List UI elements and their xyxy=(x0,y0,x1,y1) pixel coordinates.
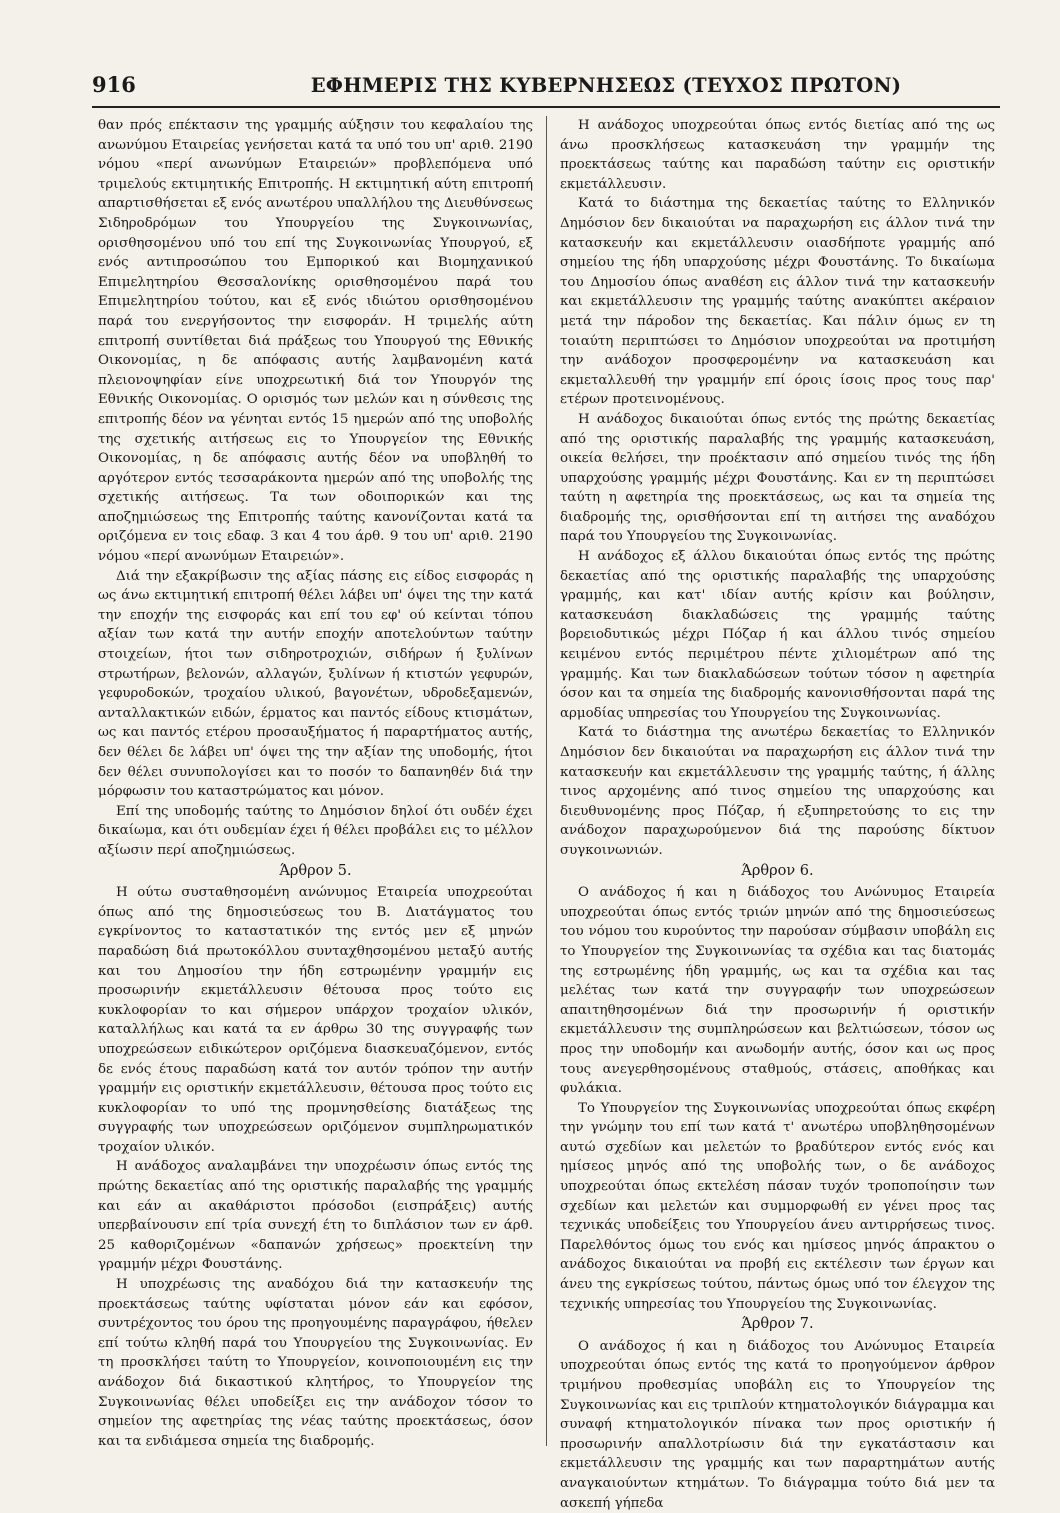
paragraph: Η ανάδοχος εξ άλλου δικαιούται όπως εντός της πρώτης δεκαετίας από της οριστικής παραλαβής της υπαρχούσης γραμμής, και κατ' ιδίαν αυτής κρίσιν και βούλησιν, κατασκευάση διακλαδώσεις της γραμμής ταύτης βορειοδυτικώς μέχρι Πόζαρ ή και άλλου τινός σημείου κειμένου εντός περιμέτρου πέντε χιλιομέτρων από της γραμμής. Και των διακλαδώσεων τούτων τόσον η αφετηρία όσον και τα σημεία της διαδρομής κανονισθήσονται παρά της αρμοδίας υπηρεσίας του Υπουργείου της Συγκοινωνίας. xyxy=(560,549,995,721)
page-number: 916 xyxy=(92,72,136,97)
paragraph: Ο ανάδοχος ή και η διάδοχος του Ανώνυμος Εταιρεία υποχρεούται όπως εντός τριών μηνών από της δημοσιεύσεως του νόμου του κυρούντος την παρούσαν σύμβασιν υποβάλη εις το Υπουργείον της Συγκοινωνίας τα σχέδια και τας διατομάς της εστρωμένης ήδη γραμμής, ως και τα σχέδια και τας μελέτας των κατά την συγγραφήν των υποχρεώσεων απαιτηθησομένων διά την προσωρινήν ή οριστικήν εκμετάλλευσιν της συμπληρώσεων και βελτιώσεων, τόσον ως προς την υποδομήν και ανωδομήν αυτής, όσον και ως προς τους ανεγερθησομένους σταθμούς, στάσεις, αποθήκας και φυλάκια. xyxy=(560,885,995,1097)
right-column xyxy=(560,116,995,1511)
paragraph: Η ανάδοχος δικαιούται όπως εντός της πρώτης δεκαετίας από της οριστικής παραλαβής της γραμμής κατασκευάση, οικεία θελήσει, την προέκτασιν από σημείου τινός της ήδη υπαρχούσης γραμμής μέχρι Φουστάνης. Και εν τη περιπτώσει ταύτη η αφετηρία της προεκτάσεως, ως και τα σημεία της διαδρομής της, ορισθήσονται επί τη αιτήσει της αναδόχου παρά του Υπουργείου της Συγκοινωνίας. xyxy=(560,411,995,545)
running-title: ΕΦΗΜΕΡΙΣ ΤΗΣ ΚΥΒΕΡΝΗΣΕΩΣ (ΤΕΥΧΟΣ ΠΡΩΤΟΝ) xyxy=(310,74,902,97)
paragraph: Επί της υποδομής ταύτης το Δημόσιον δηλοί ότι ουδέν έχει δικαίωμα, και ότι ουδεμίαν έχει ή θέλει προβάλει εις το μέλλον αξίωσιν περί αποζημιώσεως. xyxy=(98,803,533,858)
left-column xyxy=(98,116,533,1451)
paragraph: θαν πρός επέκτασιν της γραμμής αύξησιν του κεφαλαίου της ανωνύμου Εταιρείας γενήσεται κατά τα υπό του υπ' αριθ. 2190 νόμου «περί ανωνύμων Εταιρειών» προβλεπόμενα υπό τριμελούς εκτιμητικής Επιτροπής. Η εκτιμητική αύτη επιτροπή απαρτισθήσεται εξ ενός ανωτέρου υπαλλήλου της Διευθύνσεως Σιδηροδρόμων του Υπουργείου της Συγκοινωνίας, ορισθησομένου υπό του επί της Συγκοινωνίας Υπουργού, εξ ενός αντιπροσώπου του Εμπορικού και Βιομηχανικού Επιμελητηρίου Θεσσαλονίκης ορισθησομένου παρά του Επιμελητηρίου τούτου, και εξ ενός ιδιώτου ορισθησομένου παρά του ενεργήσοντος την εισφοράν. Η τριμελής αύτη επιτροπή συντίθεται διά πράξεως του Υπουργού της Εθνικής Οικονομίας, η δε απόφασις αυτής λαμβανομένη κατά πλειονοψηφίαν είνε υποχρεωτική διά τον Υπουργόν της Εθνικής Οικονομίας. Ο ορισμός των μελών και η σύνθεσις της επιτροπής δέον να γένηται εντός 15 ημερών από της υποβολής της σχετικής αιτήσεως εις το Υπουργείον της Εθνικής Οικονομίας, η δε απόφασις αυτής δέον να υποβληθή το αργότερον εντός τεσσαράκοντα ημερών από της υποβολής της σχετικής αιτήσεως. Τα των οδοιπορικών και της αποζημιώσεως της Επιτροπής ταύτης κανονίζονται κατά τα οριζόμενα εν τοις εδαφ. 3 και 4 του άρθ. 9 του υπ' αριθ. 2190 νόμου «περί ανωνύμων Εταιρειών». xyxy=(98,118,533,565)
paragraph: Το Υπουργείον της Συγκοινωνίας υποχρεούται όπως εκφέρη την γνώμην του επί των κατά τ' ανωτέρω υποβληθησομένων αυτώ σχεδίων και μελετών το βραδύτερον εντός ενός και ημίσεος μηνός από της υποβολής των, ο δε ανάδοχος υποχρεούται όπως εκτελέση πάσαν τυχόν τροποποίησιν των σχεδίων και μελετών και συμμορφωθή εν γένει προς τας τεχνικάς υποδείξεις του Υπουργείου άνευ αντιρρήσεως τινος. Παρελθόντος όμως του ενός και ημίσεος μηνός άπρακτου ο ανάδοχος δικαιούται να προβή εις εκτέλεσιν των έργων και άνευ της εγκρίσεως τούτου, πάντως όμως υπό τον έλεγχον της τεχνικής υπηρεσίας του Υπουργείου της Συγκοινωνίας. xyxy=(560,1100,995,1312)
paragraph: Ο ανάδοχος ή και η διάδοχος του Ανώνυμος Εταιρεία υποχρεούται όπως εντός της κατά το προηγούμενον άρθρον τριμήνου προθεσμίας υποβάλη εις το Υπουργείον της Συγκοινωνίας και εις τριπλούν κτηματολογικόν διάγραμμα και συναφή κτηματολογικόν πίνακα των προς οριστικήν ή προσωρινήν απαλλοτρίωσιν διά την εγκατάστασιν και εκμετάλλευσιν της γραμμής και των παραρτημάτων αυτής αναγκαιούντων κτημάτων. Το διάγραμμα τούτο διά μεν τα ασκεπή γήπεδα xyxy=(560,1338,995,1511)
paragraph: Η ανάδοχος αναλαμβάνει την υποχρέωσιν όπως εντός της πρώτης δεκαετίας από της οριστικής παραλαβής της γραμμής και εάν αι ακαθάριστοι πρόσοδοι (εισπράξεις) αυτής υπερβαίνουσιν επί τρία συνεχή έτη το διπλάσιον των εν άρθ. 25 καθοριζομένων «δαπανών χρήσεως» προεκτείνη την γραμμήν μέχρι Φουστάνης. xyxy=(98,1159,533,1273)
article-heading: Άρθρον 7. xyxy=(741,1316,814,1333)
article-heading: Άρθρον 5. xyxy=(279,862,352,879)
paragraph: Η υποχρέωσις της αναδόχου διά την κατασκευήν της προεκτάσεως ταύτης υφίσταται μόνον εάν και εφόσον, συντρέχοντος του όρου της προηγουμένης παραγράφου, ήθελεν επί τούτω κληθή παρά του Υπουργείου της Συγκοινωνίας. Εν τη προσκλήσει ταύτη το Υπουργείον, κοινοποιουμένη εις την ανάδοχον διά δικαστικού κλητήρος, το Υπουργείον της Συγκοινωνίας θέλει υποδείξει εις την ανάδοχον τόσον το σημείον της αφετηρίας της νέας ταύτης προεκτάσεως, όσον και τα ενδιάμεσα σημεία της διαδρομής. xyxy=(98,1277,533,1449)
paragraph: Η ούτω συσταθησομένη ανώνυμος Εταιρεία υποχρεούται όπως από της δημοσιεύσεως του Β. Διατάγματος του εγκρίνοντος το καταστατικόν της εντός μεν εξ μηνών παραδώση διά πρωτοκόλλου συνταχθησομένου μεταξύ αυτής και του Δημοσίου την ήδη εστρωμένην γραμμήν εις προσωρινήν εκμετάλλευσιν θέτουσα προς τούτο εις κυκλοφορίαν το και σήμερον υπάρχον τροχαίον υλικόν, καταλλήλως και κατά τα εν άρθρω 30 της συγγραφής των υποχρεώσεων ειδικώτερον οριζόμενα διασκευαζόμενον, εντός δε ενός έτους παραδώση κατά τον αυτόν τρόπον την αυτήν γραμμήν εις οριστικήν εκμετάλλευσιν, θέτουσα προς τούτο εις κυκλοφορίαν το υπό της προμνησθείσης διατάξεως της συγγραφής των υποχρεώσεων οριζόμενον συμπληρωματικόν τροχαίον υλικόν. xyxy=(98,885,533,1155)
paragraph: Η ανάδοχος υποχρεούται όπως εντός διετίας από της ως άνω προσκλήσεως κατασκευάση την γραμμήν της προεκτάσεως ταύτης και παραδώση ταύτην εις οριστικήν εκμετάλλευσιν. xyxy=(560,118,995,192)
article-heading: Άρθρον 6. xyxy=(741,862,814,879)
paragraph: Κατά το διάστημα της ανωτέρω δεκαετίας το Ελληνικόν Δημόσιον δεν δικαιούται να παραχωρήση εις άλλον τινά την κατασκευήν και εκμετάλλευσιν της γραμμής ταύτης, ή άλλης τινος αρχομένης από τινος σημείου της υπαρχούσης και διευθυνομένης προς Πόζαρ, ή εξυπηρετούσης το εις την ανάδοχον παραχωρούμενον διά της παρούσης δίκτυον συγκοινωνιών. xyxy=(560,725,995,858)
paragraph: Διά την εξακρίβωσιν της αξίας πάσης εις είδος εισφοράς η ως άνω εκτιμητική επιτροπή θέλει λάβει υπ' όψει της την κατά την εποχήν της εισφοράς και επί του εφ' ού κείνται τόπου αξίαν των κατά την αυτήν εποχήν αποτελούντων ταύτην στοιχείων, ήτοι των σιδηροτροχιών, σιδήρων ή ξυλίνων στρωτήρων, βελονών, αλλαγών, ξυλίνων ή κτιστών γεφυρών, γεφυροδοκών, τροχαίου υλικού, βαγονέτων, υδροδεξαμενών, ανταλλακτικών ειδών, έρματος και παντός είδους κτισμάτων, ως και παντός ετέρου προσαυξήματος ή παραρτήματος αυτής, δεν θέλει δε λάβει υπ' όψει της την αξίαν της υποδομής, ήτοι δεν θέλει συνυπολογίσει και το ποσόν το δαπανηθέν διά την μόρφωσιν του καταστρώματος και μόνον. xyxy=(98,568,533,800)
header-rule xyxy=(92,106,1000,108)
paragraph: Κατά το διάστημα της δεκαετίας ταύτης το Ελληνικόν Δημόσιον δεν δικαιούται να παραχωρήση εις άλλον τινά την κατασκευήν και εκμετάλλευσιν οιασδήποτε γραμμής από σημείου της ήδη υπαρχούσης μέχρι Φουστάνης. Το δικαίωμα του Δημοσίου όπως αναθέση εις άλλον τινά την κατασκευήν και εκμετάλλευσιν της γραμμής ταύτης ανακύπτει ακέραιον μετά την πάροδον της δεκαετίας. Και πάλιν όμως εν τη τοιαύτη περιπτώσει το Δημόσιον υποχρεούται να προτιμήση την ανάδοχον προσφερομένην να κατασκευάση και εκμεταλλευθή την γραμμήν επί όροις ίσοις προς τους παρ' ετέρων προτεινομένους. xyxy=(560,196,995,408)
page-header xyxy=(92,72,1000,106)
column-divider xyxy=(546,116,547,1446)
